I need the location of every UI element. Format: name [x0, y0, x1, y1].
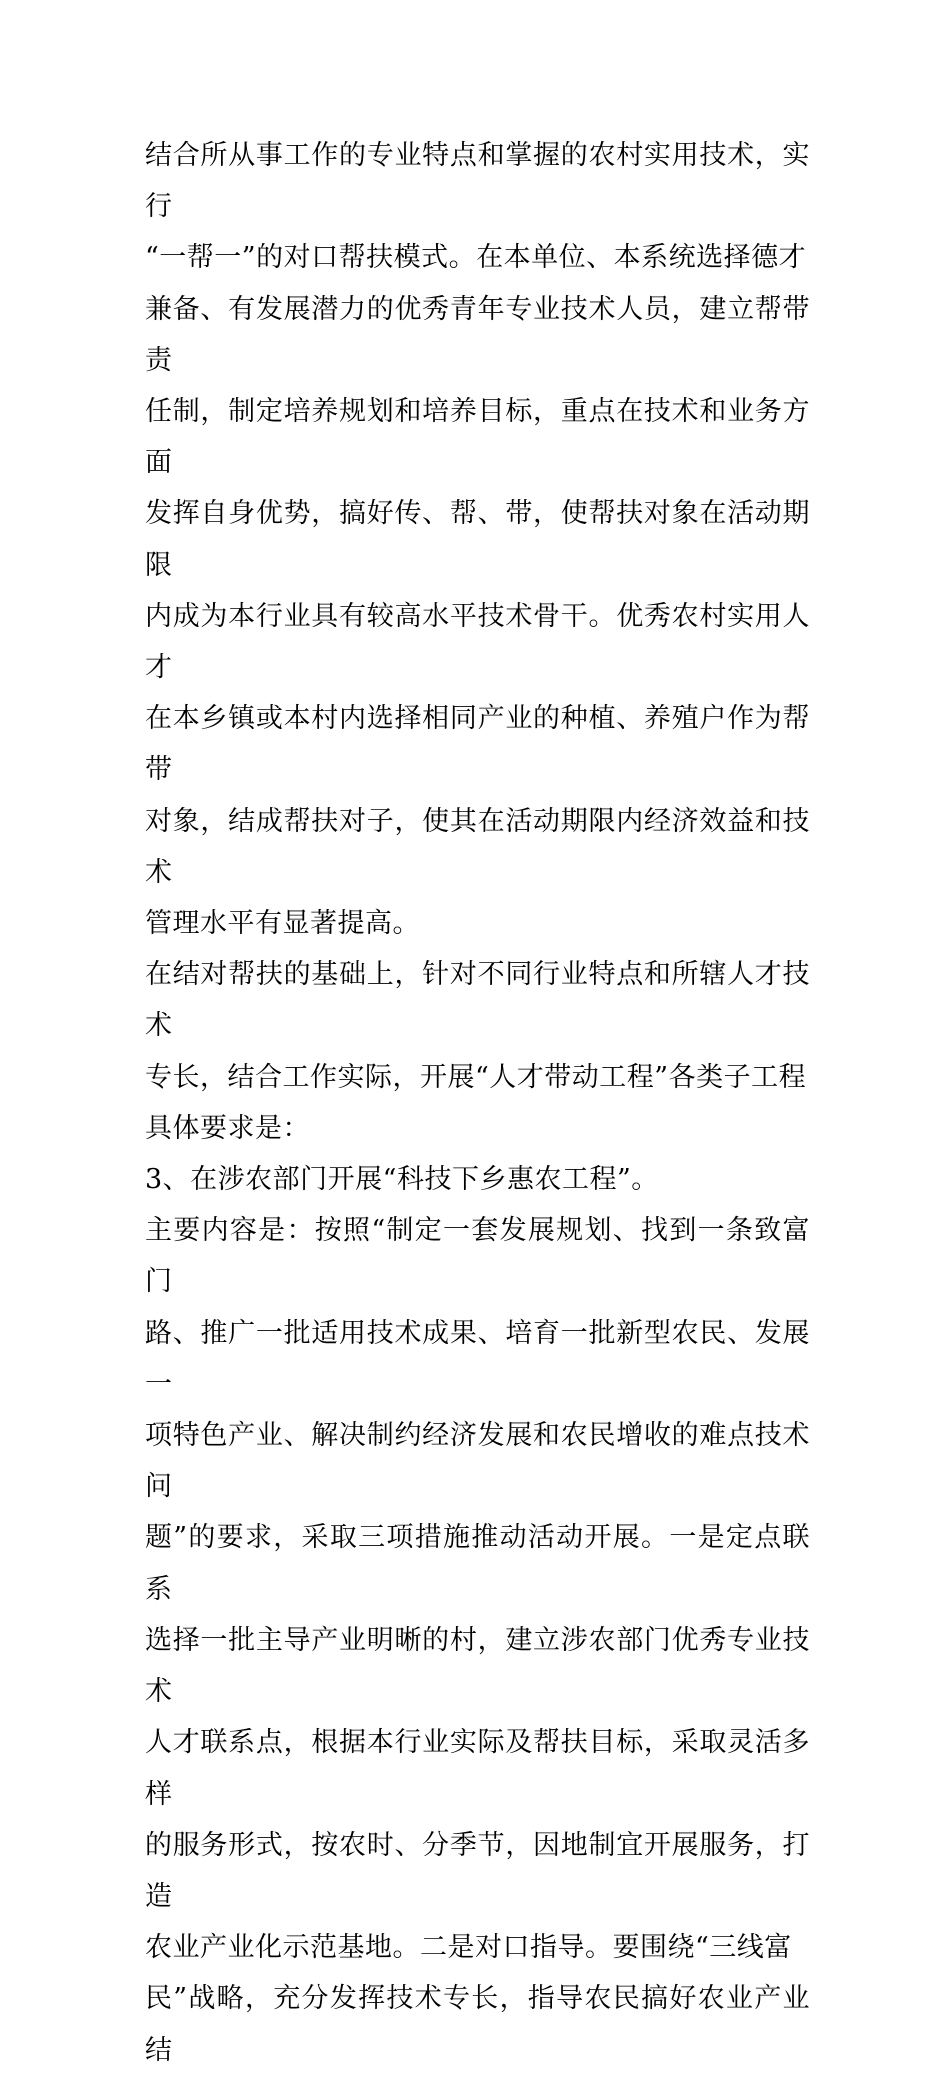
paragraph-mentoring-model: 结合所从事工作的专业特点和掌握的农村实用技术，实行 “一帮一”的对口帮扶模式。在本单位、本系统选择德才 兼备、有发展潜力的优秀青年专业技术人员，建立帮带责 任制，制定培养规划和培养目标，重点在技术和业务方面 发挥自身优势，搞好传、帮、带，使帮扶对象在活动期限 内成为本行业具有较高水平技术骨干。优秀农村实用人才 在本乡镇或本村内选择相同产业的种植、养殖户作为帮带 对象，结成帮扶对子，使其在活动期限内经济效益和技术 管理水平有显著提高。 — [145, 140, 810, 940]
paragraph-sub-projects: 在结对帮扶的基础上，针对不同行业特点和所辖人才技术 专长，结合工作实际，开展“人才带动工程”各类子工程 具体要求是： — [145, 959, 810, 1144]
body-text — [145, 130, 810, 2076]
paragraph-main-content: 主要内容是：按照“制定一套发展规划、找到一条致富门 路、推广一批适用技术成果、培育一批新型农民、发展一 项特色产业、解决制约经济发展和农民增收的难点技术问 题”的要求，采取三项措施推动活动开展。一是定点联系 选择一批主导产业明晰的村，建立涉农部门优秀专业技术 人才联系点，根据本行业实际及帮扶目标，采取灵活多样 的服务形式，按农时、分季节，因地制宜开展服务，打造 农业产业化示范基地。二是对口指导。要围绕“三线富 民”战略，充分发挥技术专长，指导农民搞好农业产业结 — [145, 1215, 810, 2066]
section-heading-3: 3、在涉农部门开展“科技下乡惠农工程”。 — [145, 1164, 659, 1196]
